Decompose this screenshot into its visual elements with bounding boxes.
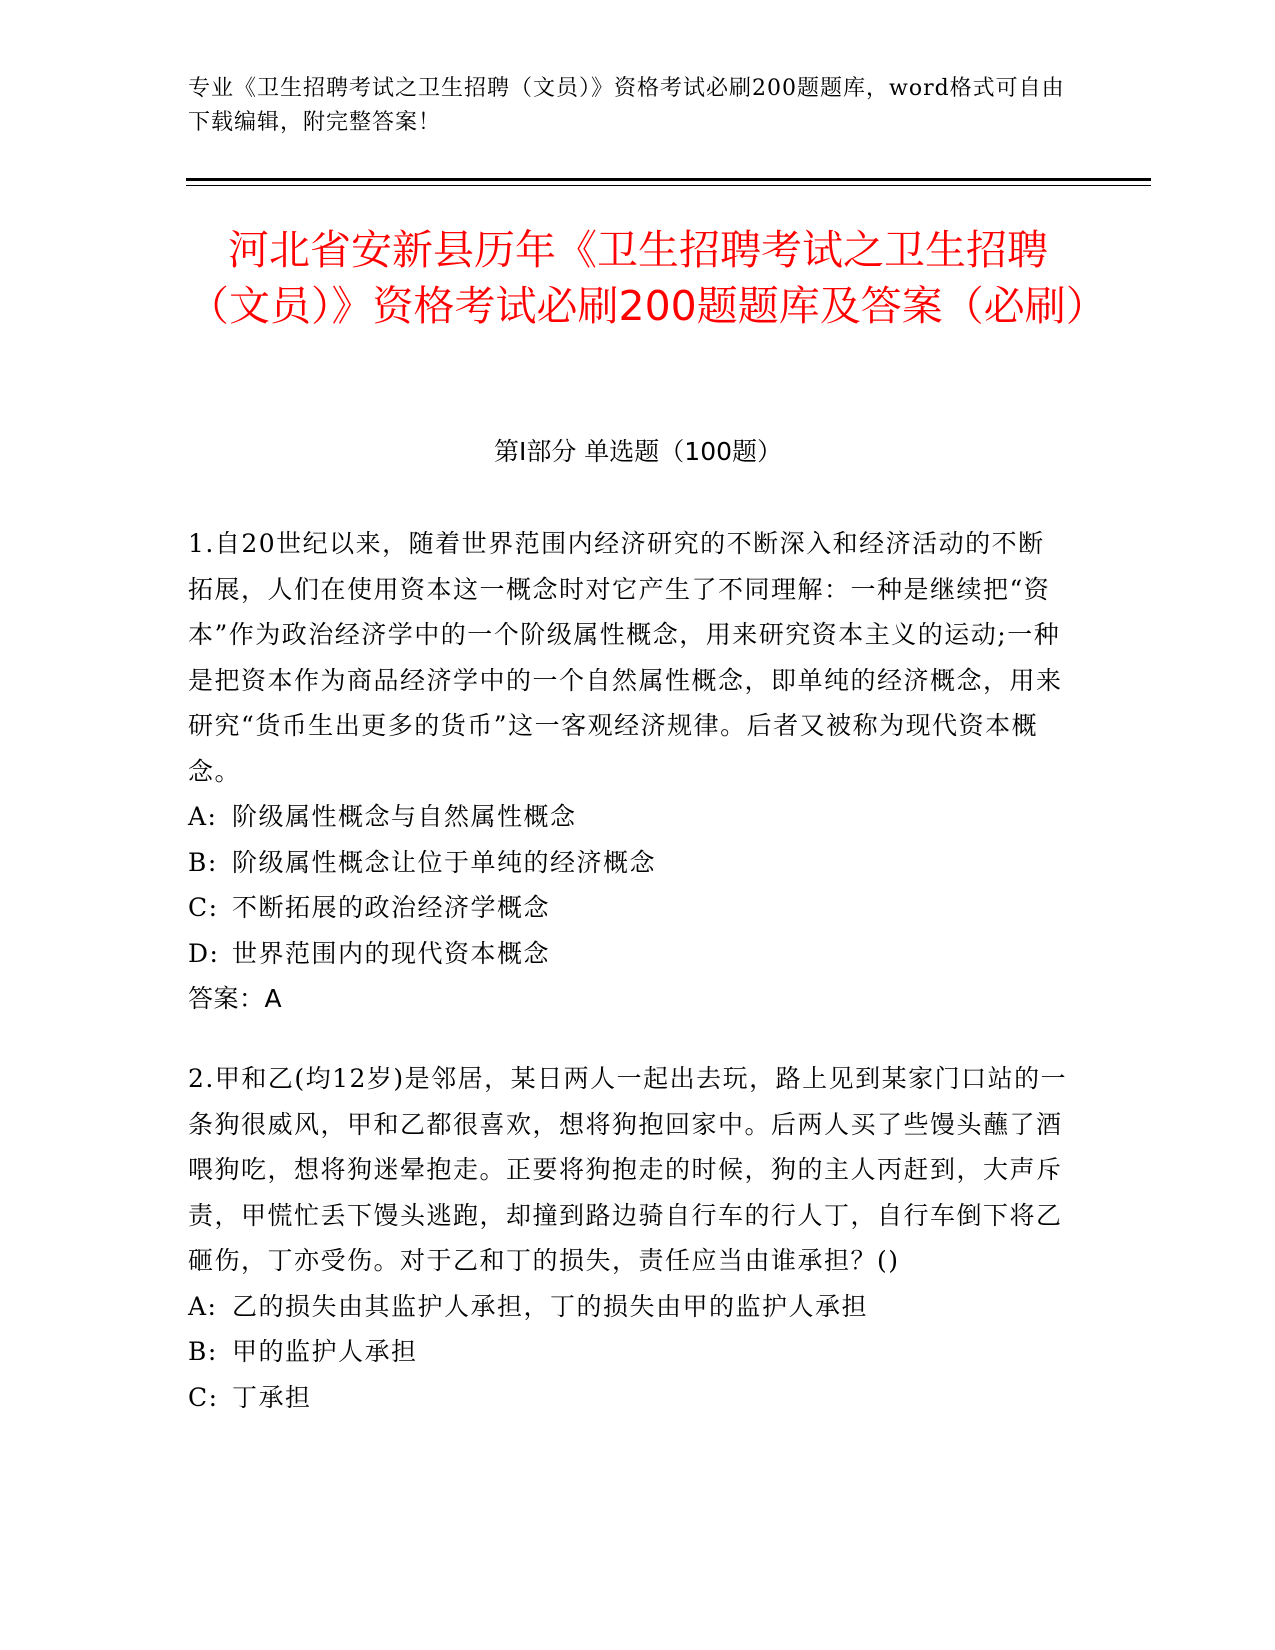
option-c xyxy=(188,1375,1068,1421)
option-letter: C: xyxy=(188,1382,219,1412)
option-text: 阶级属性概念与自然属性概念 xyxy=(232,802,577,831)
option-c xyxy=(188,885,1068,931)
question-2 xyxy=(188,1056,1068,1420)
option-letter: D: xyxy=(188,938,220,968)
document-title: 河北省安新县历年《卫生招聘考试之卫生招聘（文员）》资格考试必刷200题题库及答案（必刷） xyxy=(188,226,1107,330)
question-stem: 1.自20世纪以来，随着世界范围内经济研究的不断深入和经济活动的不断拓展，人们在使用资本这一概念时对它产生了不同理解：一种是继续把“资本”作为政治经济学中的一个阶级属性概念，用来研究资本主义的运动;一种是把资本作为商品经济学中的一个自然属性概念，即单纯的经济概念，用来研究“货币生出更多的货币”这一客观经济规律。后者又被称为现代资本概念。 xyxy=(188,529,1063,786)
option-text: 丁承担 xyxy=(232,1382,312,1412)
question-stem: 2.甲和乙(均12岁)是邻居，某日两人一起出去玩，路上见到某家门口站的一条狗很威风，甲和乙都很喜欢，想将狗抱回家中。后两人买了些馒头蘸了酒喂狗吃，想将狗迷晕抱走。正要将狗抱走的时候，狗的主人丙赶到，大声斥责，甲慌忙丢下馒头逃跑，却撞到路边骑自行车的行人丁，自行车倒下将乙砸伤，丁亦受伤。对于乙和丁的损失，责任应当由谁承担？() xyxy=(188,1064,1068,1275)
answer: 答案：A xyxy=(188,984,283,1013)
option-text: 不断拓展的政治经济学概念 xyxy=(232,893,551,922)
option-text: 世界范围内的现代资本概念 xyxy=(232,938,551,968)
option-letter: C: xyxy=(188,893,219,922)
option-b xyxy=(188,1329,1068,1375)
option-letter: B: xyxy=(188,1337,218,1366)
option-d xyxy=(188,931,1068,977)
option-text: 乙的损失由其监护人承担，丁的损失由甲的监护人承担 xyxy=(232,1291,869,1321)
option-letter: B: xyxy=(188,847,218,877)
header-note: 专业《卫生招聘考试之卫生招聘（文员）》资格考试必刷200题题库，word格式可自由下载编辑，附完整答案！ xyxy=(188,76,1065,135)
option-text: 甲的监护人承担 xyxy=(232,1337,418,1366)
option-letter: A: xyxy=(188,802,218,831)
option-b xyxy=(188,840,1068,886)
option-a xyxy=(188,1284,1068,1330)
question-1 xyxy=(188,521,1068,1022)
option-a xyxy=(188,794,1068,840)
section-title: 第I部分 单选题（100题） xyxy=(493,437,783,466)
header-rule-thick xyxy=(186,178,1151,181)
option-letter: A: xyxy=(188,1291,218,1321)
header-rule-thin xyxy=(186,185,1151,186)
option-text: 阶级属性概念让位于单纯的经济概念 xyxy=(232,847,657,877)
